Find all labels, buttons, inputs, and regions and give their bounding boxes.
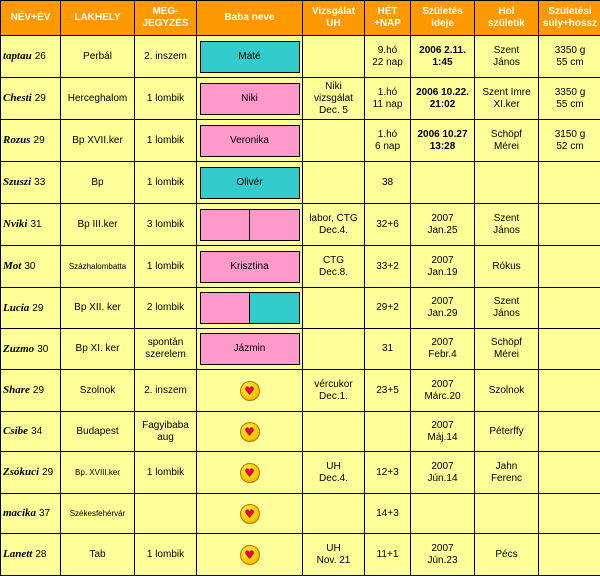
table-row [1, 204, 600, 246]
cell-place [61, 534, 135, 576]
header-place: LAKHELY [61, 1, 135, 36]
nick-age: 30 [37, 344, 48, 355]
cell-birth-place [475, 162, 539, 204]
header-note: MEG- JEGYZÉS [135, 1, 197, 36]
cell-week [365, 329, 411, 370]
baby-box-right [250, 293, 299, 323]
cell-weight [539, 36, 600, 78]
cell-note [135, 370, 197, 412]
cell-exam-text: Niki vizsgálat Dec. 5 [303, 81, 364, 117]
cell-birth-time-text: 2007 Jan.19 [411, 255, 474, 279]
cell-exam [303, 36, 365, 78]
cell-note [135, 412, 197, 452]
cell-week-text: 31 [365, 343, 410, 355]
cell-note [135, 329, 197, 370]
nick-age: 29 [35, 93, 46, 104]
nick-age: 26 [35, 51, 46, 62]
cell-note [135, 534, 197, 576]
cell-birth-time-text: 2007 Jan.25 [411, 213, 474, 237]
cell-nick [1, 534, 61, 576]
cell-nick [1, 412, 61, 452]
cell-nick [1, 246, 61, 288]
table-row [1, 162, 600, 204]
cell-birth-place-text: Jahn Ferenc [475, 461, 538, 485]
cell-baby [197, 246, 303, 288]
baby-name-box [200, 125, 300, 157]
cell-place-text: Perbál [61, 51, 134, 63]
cell-weight [539, 370, 600, 412]
cell-week [365, 534, 411, 576]
cell-week [365, 370, 411, 412]
nick-name: Lanett [3, 548, 32, 560]
baby-name-box [200, 333, 300, 365]
cell-place-text: Bp. XVIII.ker [61, 467, 134, 479]
cell-birth-place [475, 78, 539, 120]
cell-weight [539, 78, 600, 120]
cell-place-text: Tab [61, 549, 134, 561]
cell-weight-text: 3350 g 55 cm [539, 87, 600, 111]
baby-name-box [200, 251, 300, 283]
heart-icon [240, 545, 260, 565]
cell-weight [539, 452, 600, 494]
cell-nick [1, 329, 61, 370]
cell-weight [539, 288, 600, 329]
cell-place [61, 370, 135, 412]
cell-birth-place [475, 329, 539, 370]
cell-place-text: Székesfehérvár [61, 508, 134, 520]
cell-note [135, 162, 197, 204]
header-birth-time: Születés ideje [411, 1, 475, 36]
cell-week-text: 38 [365, 177, 410, 189]
header-baby: Baba neve [197, 1, 303, 36]
cell-birth-place [475, 412, 539, 452]
cell-week [365, 452, 411, 494]
cell-exam [303, 288, 365, 329]
baby-name: Olivér [236, 177, 262, 189]
cell-week [365, 120, 411, 162]
table-row [1, 452, 600, 494]
cell-place-text: Bp [61, 177, 134, 189]
cell-birth-time [411, 204, 475, 246]
cell-weight [539, 162, 600, 204]
cell-exam [303, 204, 365, 246]
nick-age: 29 [42, 467, 53, 478]
cell-exam [303, 246, 365, 288]
cell-baby [197, 204, 303, 246]
cell-birth-time [411, 534, 475, 576]
cell-week-text: 1.hó 11 nap [365, 87, 410, 111]
cell-birth-time-text: 2007 Jún.14 [411, 461, 474, 485]
cell-birth-place-text: Pécs [475, 549, 538, 561]
cell-birth-time-text: 2007 Márc.20 [411, 379, 474, 403]
cell-nick [1, 204, 61, 246]
cell-baby [197, 329, 303, 370]
table-row [1, 534, 600, 576]
cell-nick [1, 162, 61, 204]
cell-birth-place [475, 534, 539, 576]
cell-birth-place [475, 120, 539, 162]
nick-name: Lucia [3, 302, 29, 314]
nick-name: macika [3, 507, 36, 519]
cell-note-text: 1 lombik [135, 93, 196, 105]
nick-age: 29 [32, 303, 43, 314]
cell-week [365, 162, 411, 204]
cell-note-text: 2. inszem [135, 51, 196, 63]
baby-name-box [200, 41, 300, 73]
cell-exam-text: labor, CTG Dec.4. [303, 213, 364, 237]
cell-birth-time [411, 329, 475, 370]
cell-note-text: 2. inszem [135, 385, 196, 397]
cell-baby [197, 36, 303, 78]
nick-name: Zuzmo [3, 343, 34, 355]
baby-box-left [201, 210, 250, 240]
cell-place [61, 329, 135, 370]
cell-birth-place [475, 36, 539, 78]
baby-name: Veronika [230, 135, 269, 147]
cell-week-text: 11+1 [365, 549, 410, 561]
cell-note-text: 1 lombik [135, 549, 196, 561]
cell-birth-time [411, 288, 475, 329]
cell-week-text: 14+3 [365, 508, 410, 520]
cell-weight-text: 3350 g 55 cm [539, 45, 600, 69]
cell-baby [197, 452, 303, 494]
baby-name: Máté [238, 51, 260, 63]
cell-place-text: Bp XII. ker [61, 302, 134, 314]
cell-week-text: 32+6 [365, 219, 410, 231]
cell-note-text: 1 lombik [135, 177, 196, 189]
heart-icon [240, 381, 260, 401]
cell-note-text: 2 lombik [135, 302, 196, 314]
cell-week [365, 204, 411, 246]
cell-weight [539, 246, 600, 288]
cell-birth-time [411, 246, 475, 288]
cell-birth-place [475, 452, 539, 494]
cell-birth-time [411, 452, 475, 494]
baby-name: Niki [241, 93, 258, 105]
cell-week-text: 12+3 [365, 467, 410, 479]
cell-birth-place [475, 494, 539, 534]
cell-birth-time-text: 2007 Febr.4 [411, 337, 474, 361]
cell-birth-place [475, 288, 539, 329]
cell-birth-place-text: Schöpf Mérei [475, 129, 538, 153]
cell-exam [303, 494, 365, 534]
cell-weight [539, 120, 600, 162]
cell-birth-time-text: 2006 2.11. 1:45 [411, 45, 474, 69]
cell-birth-time-text: 2007 Máj.14 [411, 420, 474, 444]
header-birth-place: Hol születik [475, 1, 539, 36]
baby-box-right [250, 210, 299, 240]
cell-birth-time [411, 494, 475, 534]
cell-week-text: 23+5 [365, 385, 410, 397]
baby-name: Jázmin [234, 343, 266, 355]
cell-week [365, 494, 411, 534]
cell-exam-text: CTG Dec.8. [303, 255, 364, 279]
cell-baby [197, 412, 303, 452]
cell-nick [1, 452, 61, 494]
cell-place [61, 162, 135, 204]
cell-exam [303, 370, 365, 412]
cell-place [61, 120, 135, 162]
cell-note-text: Fagyibaba aug [135, 420, 196, 444]
cell-place [61, 288, 135, 329]
baby-name: Krisztina [230, 261, 268, 273]
cell-place-text: Szolnok [61, 385, 134, 397]
cell-birth-time [411, 412, 475, 452]
table-row [1, 120, 600, 162]
cell-exam [303, 78, 365, 120]
cell-place [61, 246, 135, 288]
cell-nick [1, 494, 61, 534]
cell-note [135, 288, 197, 329]
table-row [1, 494, 600, 534]
cell-place [61, 78, 135, 120]
cell-weight [539, 412, 600, 452]
cell-birth-time [411, 370, 475, 412]
cell-birth-place [475, 204, 539, 246]
baby-name-box [200, 209, 300, 241]
header-weight: Születési súly+hossz [539, 1, 600, 36]
baby-name-box [200, 292, 300, 324]
nick-name: Share [3, 384, 30, 396]
heart-icon [240, 504, 260, 524]
cell-note-text: 1 lombik [135, 261, 196, 273]
baby-name-box [200, 167, 300, 199]
cell-birth-time [411, 162, 475, 204]
cell-birth-place-text: Rókus [475, 261, 538, 273]
cell-exam [303, 329, 365, 370]
cell-nick [1, 78, 61, 120]
cell-baby [197, 162, 303, 204]
cell-birth-time [411, 78, 475, 120]
heart-icon [240, 463, 260, 483]
cell-birth-place-text: Szent János [475, 296, 538, 320]
cell-week [365, 78, 411, 120]
cell-note [135, 36, 197, 78]
table-row [1, 370, 600, 412]
cell-baby [197, 78, 303, 120]
heart-icon [240, 422, 260, 442]
cell-birth-time-text: 2006 10.27 13:28 [411, 129, 474, 153]
cell-place [61, 452, 135, 494]
cell-note [135, 452, 197, 494]
cell-place [61, 412, 135, 452]
cell-birth-place-text: Szent János [475, 213, 538, 237]
cell-note [135, 494, 197, 534]
cell-birth-place-text: Szolnok [475, 385, 538, 397]
cell-note [135, 78, 197, 120]
cell-place-text: Bp XI. ker [61, 343, 134, 355]
cell-place [61, 494, 135, 534]
cell-place [61, 204, 135, 246]
cell-week [365, 246, 411, 288]
cell-exam [303, 452, 365, 494]
cell-weight-text: 3150 g 52 cm [539, 129, 600, 153]
cell-birth-time [411, 120, 475, 162]
cell-week [365, 36, 411, 78]
cell-birth-time-text: 2007 Jan.29 [411, 296, 474, 320]
nick-name: taptau [3, 50, 32, 62]
nick-age: 28 [35, 549, 46, 560]
nick-name: Chesti [3, 92, 32, 104]
baby-box-left [201, 293, 250, 323]
nick-name: Zsókuci [3, 466, 39, 478]
cell-weight [539, 534, 600, 576]
cell-birth-place [475, 246, 539, 288]
cell-exam [303, 162, 365, 204]
cell-birth-place [475, 370, 539, 412]
header-week: HÉT +NAP [365, 1, 411, 36]
table-row [1, 288, 600, 329]
cell-note-text: spontán szerelem [135, 337, 196, 361]
nick-age: 30 [24, 261, 35, 272]
cell-week-text: 1.hó 6 nap [365, 129, 410, 153]
nick-name: Nviki [3, 218, 27, 230]
cell-birth-place-text: Szent Imre XI.ker [475, 87, 538, 111]
cell-birth-time-text: 2007 Jún.23 [411, 543, 474, 567]
cell-place-text: Bp XVII.ker [61, 135, 134, 147]
cell-exam [303, 412, 365, 452]
cell-note [135, 120, 197, 162]
cell-place [61, 36, 135, 78]
cell-week [365, 288, 411, 329]
cell-place-text: Herceghalom [61, 93, 134, 105]
nick-age: 33 [34, 177, 45, 188]
cell-place-text: Százhalombatta [61, 261, 134, 273]
cell-baby [197, 120, 303, 162]
cell-nick [1, 36, 61, 78]
cell-exam [303, 534, 365, 576]
table-row [1, 36, 600, 78]
cell-birth-place-text: Schöpf Mérei [475, 337, 538, 361]
header-exam: Vizsgálat UH [303, 1, 365, 36]
cell-exam-text: UH Dec.4. [303, 461, 364, 485]
cell-nick [1, 370, 61, 412]
cell-birth-time [411, 36, 475, 78]
baby-name-box [200, 83, 300, 115]
cell-baby [197, 534, 303, 576]
cell-week [365, 412, 411, 452]
cell-week-text: 29+2 [365, 302, 410, 314]
cell-baby [197, 288, 303, 329]
cell-nick [1, 120, 61, 162]
table-row [1, 329, 600, 370]
cell-weight [539, 204, 600, 246]
table-row [1, 412, 600, 452]
cell-exam-text: UH Nov. 21 [303, 543, 364, 567]
cell-birth-place-text: Péterffy [475, 426, 538, 438]
nick-name: Rozus [3, 134, 31, 146]
nick-age: 31 [30, 219, 41, 230]
cell-note [135, 246, 197, 288]
cell-nick [1, 288, 61, 329]
cell-weight [539, 494, 600, 534]
cell-exam [303, 120, 365, 162]
nick-age: 34 [31, 426, 42, 437]
nick-age: 29 [33, 385, 44, 396]
cell-birth-time-text: 2006 10.22. 21:02 [411, 87, 474, 111]
cell-note-text: 1 lombik [135, 135, 196, 147]
header-row [1, 1, 600, 36]
cell-baby [197, 494, 303, 534]
cell-place-text: Budapest [61, 426, 134, 438]
table-row [1, 78, 600, 120]
cell-note-text: 1 lombik [135, 467, 196, 479]
nick-age: 37 [39, 508, 50, 519]
nick-name: Szuszi [3, 176, 31, 188]
cell-note [135, 204, 197, 246]
nick-age: 29 [34, 135, 45, 146]
cell-baby [197, 370, 303, 412]
nick-name: Csibe [3, 425, 28, 437]
cell-week-text: 33+2 [365, 261, 410, 273]
cell-note-text: 3 lombik [135, 219, 196, 231]
nick-name: Mot [3, 260, 21, 272]
header-nick: NÉV+ÉV [1, 1, 61, 36]
cell-place-text: Bp III.ker [61, 219, 134, 231]
cell-birth-place-text: Szent János [475, 45, 538, 69]
cell-exam-text: vércukor Dec.1. [303, 379, 364, 403]
table-row [1, 246, 600, 288]
cell-week-text: 9.hó 22 nap [365, 45, 410, 69]
cell-weight [539, 329, 600, 370]
